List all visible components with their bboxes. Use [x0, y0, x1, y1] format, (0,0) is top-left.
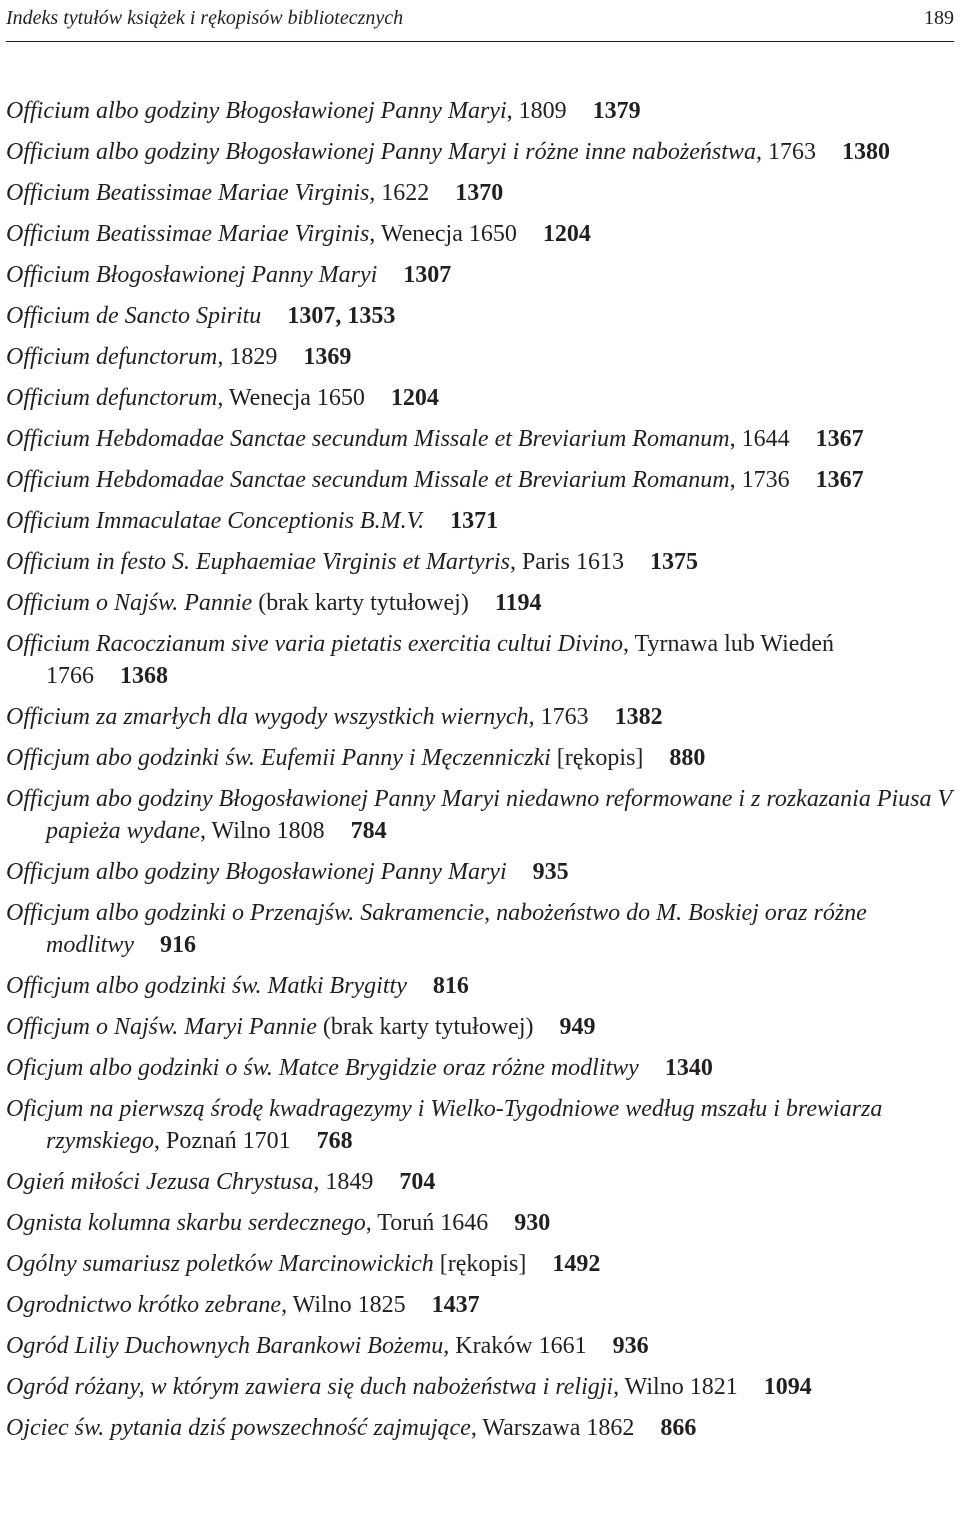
index-entry — [6, 259, 954, 291]
entry-title: Officjum o Najśw. Maryi Pannie — [6, 1014, 317, 1040]
index-entry — [6, 1011, 954, 1043]
entry-publication: , Toruń 1646 — [365, 1210, 489, 1236]
entry-publication: , Warszawa 1862 — [470, 1415, 635, 1441]
entry-publication: , 1829 — [217, 344, 278, 370]
index-entry — [6, 1330, 954, 1362]
entry-title: Oficjum albo godzinki o św. Matce Brygidzie oraz różne modlitwy — [6, 1055, 639, 1081]
index-entry — [6, 546, 954, 578]
index-entry — [6, 701, 954, 733]
entry-reference-number: 816 — [432, 973, 469, 999]
entry-publication: , 1736 — [729, 467, 790, 493]
entry-reference-number: 1367 — [815, 426, 864, 452]
entry-publication: , 1809 — [506, 98, 567, 124]
index-entry — [6, 464, 954, 496]
index-entry — [6, 218, 954, 250]
index-entry — [6, 587, 954, 619]
entry-reference-number: 1204 — [542, 221, 591, 247]
entry-reference-number: 784 — [350, 818, 387, 844]
entry-reference-number: 1375 — [649, 549, 698, 575]
entry-reference-number: 949 — [559, 1014, 596, 1040]
entry-reference-number: 704 — [399, 1169, 436, 1195]
entry-reference-number: 1307 — [403, 262, 452, 288]
entry-title: Officium de Sancto Spiritu — [6, 303, 262, 329]
entry-reference-number: 1194 — [494, 590, 542, 616]
entry-reference-number: 1307, 1353 — [287, 303, 396, 329]
entry-reference-number: 936 — [612, 1333, 649, 1359]
entry-reference-number: 1492 — [552, 1251, 601, 1277]
index-entry — [6, 1207, 954, 1239]
entry-title: Ogród różany, w którym zawiera się duch nabożeństwa i religji — [6, 1374, 614, 1400]
entry-reference-number: 1340 — [664, 1055, 713, 1081]
entry-title: Officium Błogosławionej Panny Maryi — [6, 262, 378, 288]
entry-reference-number: 1369 — [303, 344, 352, 370]
entry-title: Ogrodnictwo krótko zebrane — [6, 1292, 282, 1318]
entry-reference-number: 1371 — [450, 508, 499, 534]
entry-publication: , 1849 — [313, 1169, 374, 1195]
entry-title: Officium o Najśw. Pannie — [6, 590, 253, 616]
entry-publication: , 1763 — [755, 139, 816, 165]
entry-publication: , Poznań 1701 — [153, 1128, 291, 1154]
index-entry — [6, 1166, 954, 1198]
running-title: Indeks tytułów książek i rękopisów bibliotecznych — [6, 7, 404, 29]
entry-publication: , 1644 — [729, 426, 790, 452]
entry-title: Officium albo godziny Błogosławionej Panny Maryi i różne inne nabożeństwa — [6, 139, 756, 165]
entry-publication: , Wenecja 1650 — [217, 385, 365, 411]
index-entry — [6, 856, 954, 888]
entry-title: Officium in festo S. Euphaemiae Virginis et Martyris — [6, 549, 510, 575]
entry-title: Officium Immaculatae Conceptionis B.M.V. — [6, 508, 425, 534]
index-entry — [6, 505, 954, 537]
entry-reference-number: 1370 — [455, 180, 504, 206]
entry-reference-number: 880 — [669, 745, 706, 771]
index-entry — [6, 95, 954, 127]
index-entry — [6, 1052, 954, 1084]
entry-reference-number: 1382 — [614, 704, 663, 730]
entry-reference-number: 768 — [316, 1128, 353, 1154]
entry-title: Officium za zmarłych dla wygody wszystkich wiernych — [6, 704, 529, 730]
entry-title: Officium Racoczianum sive varia pietatis exercitia cultui Divino — [6, 631, 623, 657]
entry-publication: , Wilno 1821 — [613, 1374, 738, 1400]
entry-publication: , Wenecja 1650 — [369, 221, 517, 247]
index-entry — [6, 783, 954, 847]
index-entry — [6, 177, 954, 209]
entry-title: Ogród Liliy Duchownych Barankowi Bożemu — [6, 1333, 444, 1359]
entry-title: Officjum albo godziny Błogosławionej Panny Maryi — [6, 859, 507, 885]
entry-publication: , Wilno 1808 — [199, 818, 325, 844]
entry-title: Officjum albo godzinki św. Matki Brygitty — [6, 973, 407, 999]
entry-title: Officium Beatissimae Mariae Virginis — [6, 221, 370, 247]
entry-reference-number: 1380 — [841, 139, 890, 165]
entry-reference-number: 1379 — [592, 98, 641, 124]
index-entries — [6, 95, 954, 1444]
index-entry — [6, 1248, 954, 1280]
entry-reference-number: 1367 — [815, 467, 864, 493]
entry-reference-number: 935 — [532, 859, 569, 885]
index-entry — [6, 742, 954, 774]
entry-publication: , Wilno 1825 — [281, 1292, 406, 1318]
entry-title: Officium Hebdomadae Sanctae secundum Missale et Breviarium Romanum — [6, 467, 730, 493]
entry-reference-number: 1094 — [763, 1374, 812, 1400]
index-entry — [6, 897, 954, 961]
entry-title: Officium Hebdomadae Sanctae secundum Missale et Breviarium Romanum — [6, 426, 730, 452]
entry-title: Officium defunctorum — [6, 344, 218, 370]
index-entry — [6, 382, 954, 414]
entry-title: Officium Beatissimae Mariae Virginis — [6, 180, 370, 206]
entry-reference-number: 1204 — [390, 385, 439, 411]
entry-title: Officjum abo godzinki św. Eufemii Panny i Męczenniczki — [6, 745, 551, 771]
index-entry — [6, 1371, 954, 1403]
entry-reference-number: 1368 — [120, 663, 168, 689]
entry-publication: , 1763 — [528, 704, 589, 730]
entry-publication: [rękopis] — [550, 745, 644, 771]
entry-title: Ogólny sumariusz poletków Marcinowickich — [6, 1251, 434, 1277]
entry-reference-number: 930 — [514, 1210, 551, 1236]
entry-publication: , Paris 1613 — [509, 549, 624, 575]
entry-title: Officium albo godziny Błogosławionej Panny Maryi — [6, 98, 507, 124]
entry-publication: [rękopis] — [433, 1251, 527, 1277]
entry-reference-number: 916 — [160, 932, 196, 958]
entry-publication: (brak karty tytułowej) — [252, 590, 469, 616]
index-entry — [6, 1412, 954, 1444]
index-entry — [6, 1289, 954, 1321]
entry-reference-number: 1437 — [431, 1292, 480, 1318]
entry-title: Officjum abo godziny Błogosławionej Panny Maryi niedawno reformowane i z rozkazania Piusa V papieża wydane — [6, 786, 952, 844]
running-header — [6, 0, 954, 42]
entry-reference-number: 866 — [660, 1415, 697, 1441]
entry-publication: , Tyrnawa lub Wiedeń 1766 — [46, 631, 835, 689]
entry-title: Officjum albo godzinki o Przenajśw. Sakramencie, nabożeństwo do M. Boskiej oraz różne modlitwy — [6, 900, 867, 958]
entry-title: Oficjum na pierwszą środę kwadragezymy i Wielko-Tygodniowe według mszału i brewiarza rzymskiego — [6, 1096, 883, 1154]
index-entry — [6, 341, 954, 373]
entry-publication: , Kraków 1661 — [443, 1333, 587, 1359]
entry-publication: , 1622 — [369, 180, 430, 206]
page-number: 189 — [924, 7, 954, 29]
index-entry — [6, 136, 954, 168]
entry-title: Officium defunctorum — [6, 385, 218, 411]
index-entry — [6, 628, 954, 692]
entry-title: Ogień miłości Jezusa Chrystusa — [6, 1169, 314, 1195]
index-entry — [6, 300, 954, 332]
entry-title: Ojciec św. pytania dziś powszechność zajmujące — [6, 1415, 471, 1441]
entry-title: Ognista kolumna skarbu serdecznego — [6, 1210, 366, 1236]
index-entry — [6, 423, 954, 455]
entry-publication: (brak karty tytułowej) — [316, 1014, 534, 1040]
index-entry — [6, 1093, 954, 1157]
index-entry — [6, 970, 954, 1002]
